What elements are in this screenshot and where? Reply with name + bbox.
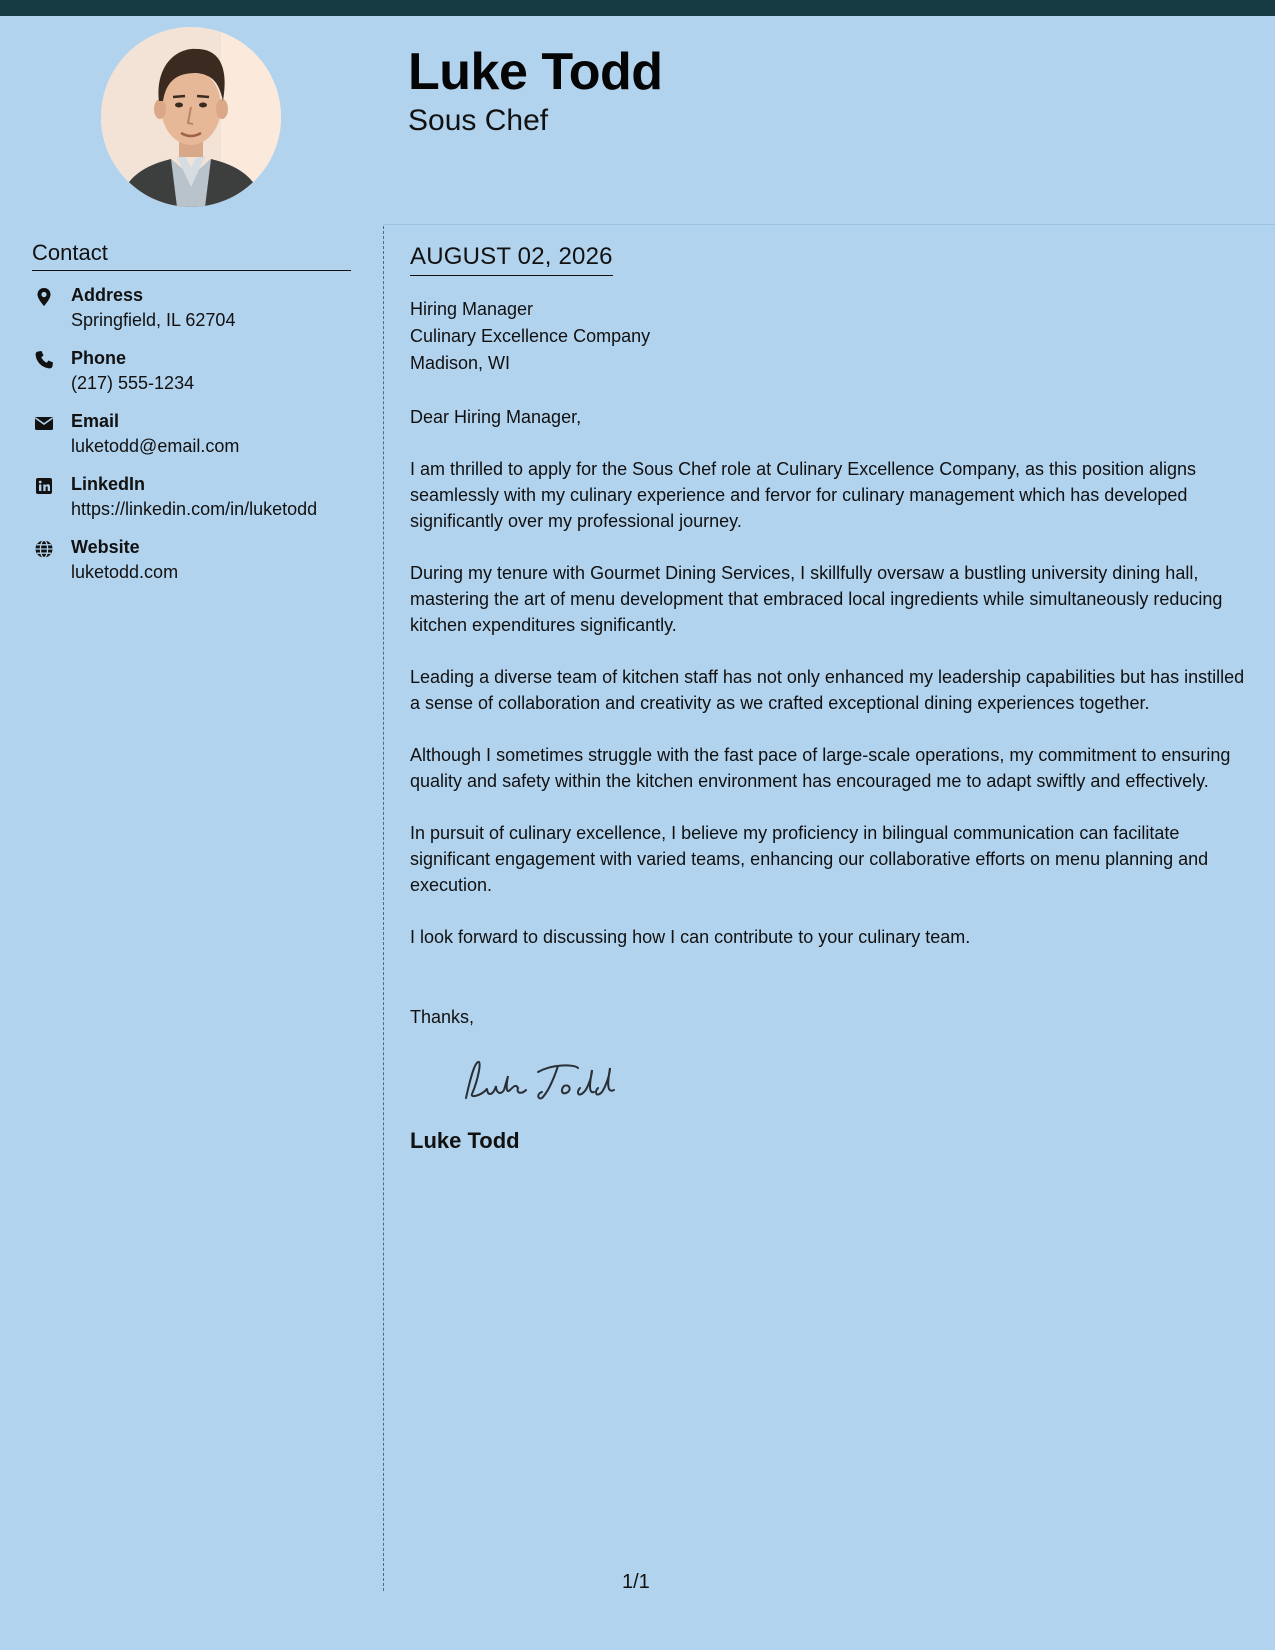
paragraph: I am thrilled to apply for the Sous Chef role at Culinary Excellence Company, as this position aligns seamlessly with my culinary experience and fervor for culinary management which has developed significantly over my professional journey. — [410, 459, 1197, 531]
contact-label: Email — [71, 411, 120, 431]
phone-icon — [34, 350, 54, 370]
contact-item-address — [32, 285, 377, 348]
signer-name: Luke Todd — [410, 1128, 520, 1153]
column-divider — [383, 226, 384, 1591]
linkedin-icon — [34, 476, 54, 496]
globe-icon — [34, 539, 54, 559]
contact-item-phone — [32, 348, 377, 411]
contact-list — [32, 285, 377, 600]
candidate-name: Luke Todd — [408, 43, 663, 101]
paragraph: Although I sometimes struggle with the fast pace of large-scale operations, my commitment to ensuring quality and safety within the kitchen environment has encouraged me to adapt swiftly and effectively. — [410, 745, 1231, 791]
map-pin-icon — [34, 287, 54, 307]
envelope-icon — [34, 413, 54, 433]
contact-label: LinkedIn — [71, 474, 146, 494]
letter-date: AUGUST 02, 2026 — [410, 241, 613, 276]
recipient-block — [410, 296, 1255, 377]
address-value: Springfield, IL 62704 — [71, 310, 236, 330]
linkedin-link[interactable]: https://linkedin.com/in/luketodd — [71, 499, 318, 519]
signature — [456, 1050, 626, 1110]
recipient-line: Hiring Manager — [410, 299, 534, 319]
recipient-line: Madison, WI — [410, 353, 511, 373]
letter-body — [410, 241, 1255, 1154]
contact-item-linkedin — [32, 474, 377, 537]
header-divider — [383, 224, 1275, 225]
job-title: Sous Chef — [408, 104, 549, 137]
paragraph: During my tenure with Gourmet Dining Services, I skillfully oversaw a bustling university dining hall, mastering the art of menu development that embraced local ingredients while simultaneously reducing kitchen expenditures significantly. — [410, 563, 1223, 635]
phone-value: (217) 555-1234 — [71, 373, 195, 393]
greeting: Dear Hiring Manager, — [410, 407, 582, 427]
recipient-line: Culinary Excellence Company — [410, 326, 651, 346]
contact-heading: Contact — [32, 240, 351, 271]
paragraph: Leading a diverse team of kitchen staff has not only enhanced my leadership capabilities but has instilled a sense of collaboration and creativity as we crafted exceptional dining experiences together. — [410, 667, 1245, 713]
page-number: 1/1 — [622, 1571, 650, 1593]
profile-photo — [101, 27, 281, 207]
contact-item-website — [32, 537, 377, 600]
paragraph: I look forward to discussing how I can contribute to your culinary team. — [410, 927, 971, 947]
closing: Thanks, — [410, 1007, 475, 1027]
paragraph: In pursuit of culinary excellence, I believe my proficiency in bilingual communication can facilitate significant engagement with varied teams, enhancing our collaborative efforts on menu planning and execution. — [410, 823, 1209, 895]
website-link[interactable]: luketodd.com — [71, 562, 179, 582]
top-bar — [0, 0, 1275, 16]
email-link[interactable]: luketodd@email.com — [71, 436, 240, 456]
contact-label: Website — [71, 537, 140, 557]
contact-label: Phone — [71, 348, 127, 368]
contact-label: Address — [71, 285, 144, 305]
contact-item-email — [32, 411, 377, 474]
